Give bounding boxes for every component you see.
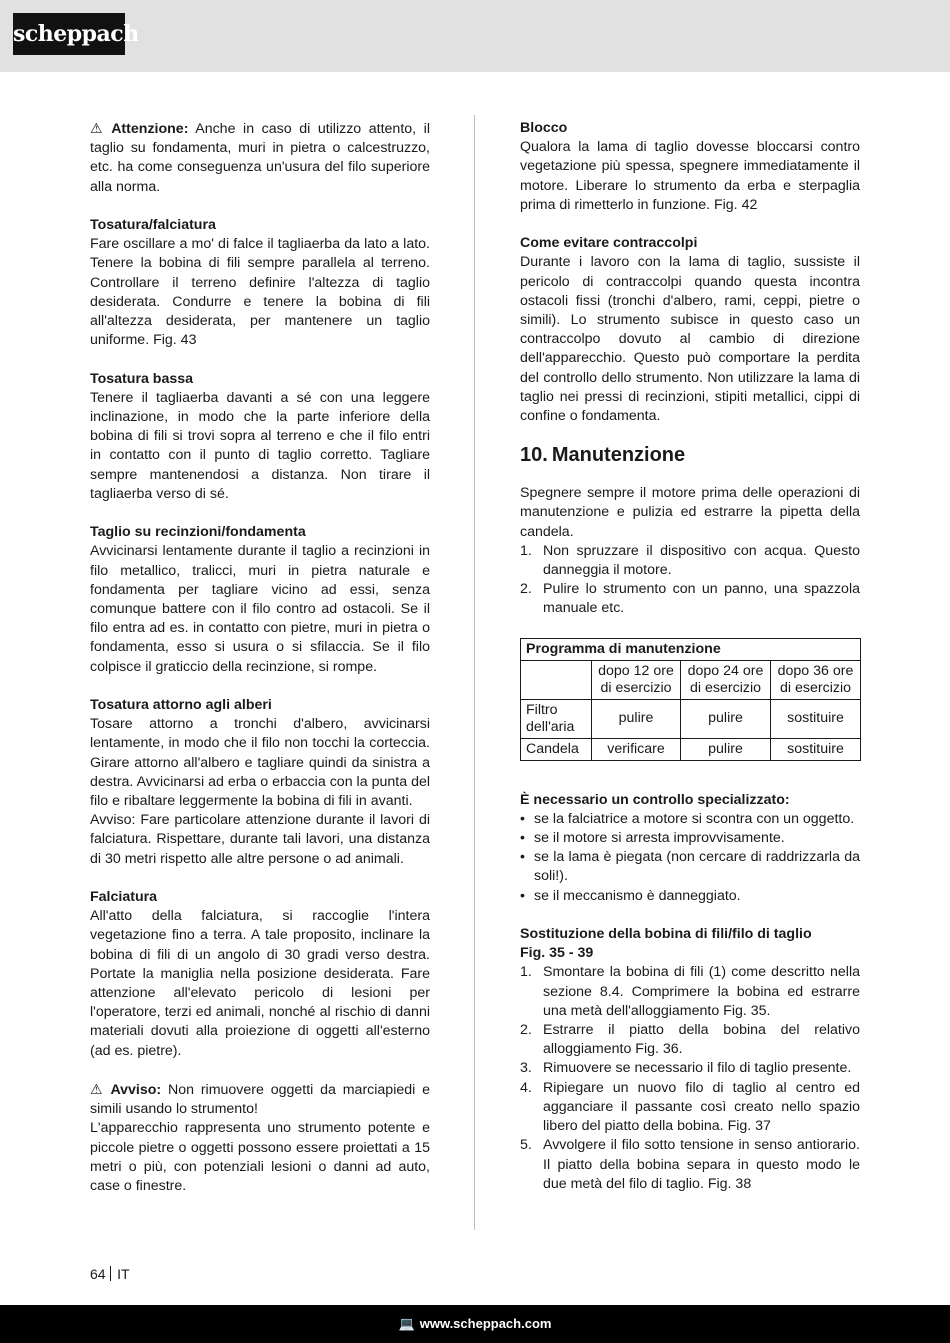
list-item: • se la falciatrice a motore si scontra con un oggetto. [520, 810, 855, 827]
column-divider [474, 115, 475, 1230]
section-title: Come evitare contraccolpi [520, 235, 698, 252]
list-item: 2. Estrarre il piatto della bobina del relativo alloggiamento Fig. 36. [520, 1022, 860, 1058]
list-item: 1. Smontare la bobina di fili (1) come descritto nella sezione 8.4. Comprimere la bobina ed estrarre una metà dell'alloggiamento Fig. 35. [520, 964, 860, 1019]
warning-text: Anche in caso di utilizzo attento, il taglio su fondamenta, muri in pietra o calcestruzzo, etc. ha come conseguenza un'usura del filo superiore alla norma. [90, 121, 430, 195]
table-cell: sostituire [771, 699, 861, 738]
website-link[interactable]: www.scheppach.com [419, 1316, 552, 1331]
check-list [520, 810, 860, 906]
list-item: • se la lama è piegata (non cercare di raddrizzarla da soli!). [520, 849, 860, 885]
warning-text-2: L'apparecchio rappresenta uno strumento potente e piccole pietre o oggetti possono essere proiettati a 15 metri o più, con potenziali lesioni o danni ad auto, case o finestre. [90, 1120, 430, 1195]
warning-icon: ⚠ [90, 1081, 106, 1098]
table-cell: pulire [681, 699, 771, 738]
chapter-title: Manutenzione [551, 444, 686, 467]
warning-notice [90, 1080, 430, 1119]
page-footer [0, 1305, 950, 1343]
left-column [90, 119, 430, 1196]
section-title: Tosatura/falciatura [90, 217, 216, 233]
section-text: Fare oscillare a mo' di falce il tagliaerba da lato a lato. Tenere la bobina di fili sempre parallela al terreno. Controllare il terreno definire l'altezza di taglio desiderata. Condurre e tenere la bobina di fili all'altezza desiderata, per mantenere un taglio uniforme. Fig. 43 [90, 236, 430, 349]
list-item: • se il motore si arresta improvvisamente. [520, 830, 785, 847]
warning-text: Non rimuovere oggetti da marciapiedi e simili usando lo strumento! [90, 1082, 430, 1118]
warning-icon: ⚠ [90, 120, 107, 136]
section-text: Qualora la lama di taglio dovesse bloccarsi contro vegetazione più spessa, spegnere immediatamente il motore. Liberare lo strumento da erba e sterpaglia prima di rimetterlo in funzione. Fig. 42 [520, 139, 860, 213]
table-row [521, 699, 861, 738]
chapter-heading [520, 441, 860, 469]
section-text: All'atto della falciatura, si raccoglie l'intera vegetazione fino a terra. A tale proposito, inclinare la bobina di fili di un angolo di 30 gradi verso destra. Portate la maniglia nella posizione desiderata. Fare attenzione all'elevato pericolo di lesioni per l'operatore, terzi ed animali, nonché al rischio di danni materiali dovuti alla proiezione di oggetti all'esterno (ad es. pietre). [90, 908, 430, 1059]
section-text: Durante i lavoro con la lama di taglio, sussiste il pericolo di contraccolpi quando questa incontra ostacoli fissi (tronchi d'albero, rami, ceppi, pietre o simili). Lo strumento subisce in questo caso un contraccolpo dovuto al cambio di direzione dell'apparecchio. Questo può comportare la perdita del controllo dello strumento. Non utilizzare la lama di taglio nei pressi di recinzioni, stipiti metallici, cippi di confine o fondamenta. [520, 254, 860, 425]
monitor-icon: 💻 [398, 1316, 415, 1331]
table-cell: Filtro dell'aria [521, 699, 592, 738]
list-item: 4. Ripiegare un nuovo filo di taglio al centro ed agganciare il passante così creato nello spazio libero del piatto della bobina. Fig. 37 [520, 1079, 860, 1135]
list-item: 3. Rimuovere se necessario il filo di taglio presente. [520, 1060, 852, 1077]
table-title: Programma di manutenzione [521, 638, 861, 660]
section-note: Avviso: Fare particolare attenzione durante il lavori di falciatura. Rispettare, durante tali lavori, una distanza di 30 metri rispetto alle altre persone o ad animali. [90, 812, 430, 867]
page-language: IT [117, 1266, 130, 1282]
scheppach-logo: scheppach [13, 13, 125, 55]
page-number-value: 64 [90, 1266, 106, 1282]
replace-steps [520, 963, 860, 1193]
table-header-row [521, 660, 861, 699]
section-title: Falciatura [90, 889, 158, 906]
warning-attention [90, 119, 430, 197]
table-header-cell: dopo 12 ore di esercizio [592, 660, 681, 699]
table-cell: Candela [521, 738, 592, 760]
section-title: Sostituzione della bobina di fili/filo di taglio [520, 926, 812, 943]
page-number [90, 1266, 130, 1282]
section-title: Tosatura bassa [90, 370, 194, 387]
section-text: Tosare attorno a tronchi d'albero, avvicinarsi lentamente, in modo che il filo non tocchi la corteccia. Girare attorno all'albero e tagliare quindi da sinistra a destra. Avvicinarsi ad erba o erbaccia con la punta del filo e ribaltare leggermente la bobina di fili in avanti. [90, 716, 430, 810]
page-header [0, 0, 950, 72]
section-subtitle: Fig. 35 - 39 [520, 945, 594, 962]
table-header-cell: dopo 36 ore di esercizio [771, 660, 861, 699]
table-header-cell [521, 660, 592, 699]
table-cell: pulire [681, 738, 771, 760]
list-item: 1. Non spruzzare il dispositivo con acqua. Questo danneggia il motore. [520, 542, 860, 579]
section-title: Tosatura attorno agli alberi [90, 697, 272, 714]
intro-list [520, 542, 860, 619]
table-row [521, 738, 861, 760]
page-number-separator [110, 1266, 112, 1281]
section-text: Avvicinarsi lentamente durante il taglio a recinzioni in filo metallico, tralicci, muri in pietra naturale e fondamenta per tagliare vicino ad essi, senza comunque battere con il filo contro ad ostacoli. Se il filo entra ad es. in contatto con pietre, muri in pietra o fondamenta, esso si usura o si sfilaccia. Se il filo colpisce il graticcio della recinzione, si rompe. [90, 543, 430, 675]
warning-label: Avviso: [110, 1082, 162, 1099]
list-item: • se il meccanismo è danneggiato. [520, 887, 741, 904]
section-title: Blocco [520, 120, 568, 136]
chapter-number: 10. [520, 444, 548, 467]
maintenance-intro: Spegnere sempre il motore prima delle operazioni di manutenzione e pulizia ed estrarre la pipetta della candela. [520, 485, 860, 540]
warning-label: Attenzione: [111, 121, 189, 137]
list-item: 2. Pulire lo strumento con un panno, una spazzola manuale etc. [520, 581, 860, 617]
section-text: Tenere il tagliaerba davanti a sé con una leggere inclinazione, in modo che la parte inferiore della bobina di fili si trovi sopra al terreno e che il filo entri in contatto con il punto di taglio corretto. Tagliare sempre mantenendosi a distanza. Non tirare il tagliaerba verso di sé. [90, 389, 430, 502]
maintenance-table [520, 638, 861, 761]
table-cell: verificare [592, 738, 681, 760]
section-title: Taglio su recinzioni/fondamenta [90, 524, 306, 541]
right-column [520, 119, 860, 1194]
table-cell: pulire [592, 699, 681, 738]
list-item: 5. Avvolgere il filo sotto tensione in senso antiorario. Il piatto della bobina separa in questo modo le due metà del filo di taglio. Fig. 38 [520, 1137, 860, 1192]
table-cell: sostituire [771, 738, 861, 760]
table-header-cell: dopo 24 ore di esercizio [681, 660, 771, 699]
section-title: È necessario un controllo specializzato: [520, 791, 790, 808]
